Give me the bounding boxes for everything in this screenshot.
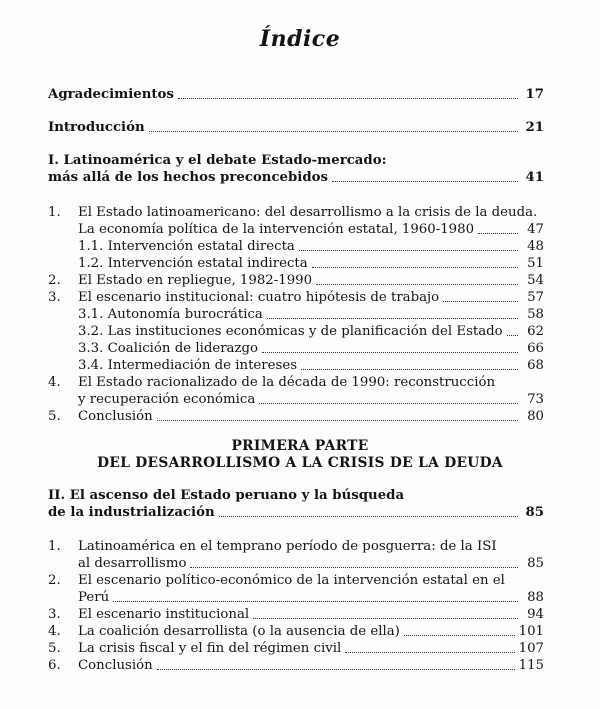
leader-dots (253, 618, 518, 619)
leader-dots (157, 420, 518, 421)
item-number: 5. (48, 641, 61, 656)
toc-entry-label: El Estado en repliegue, 1982-1990 (78, 273, 313, 288)
toc-entry[interactable] (78, 391, 544, 408)
item-number: 5. (48, 409, 61, 424)
toc-entry-label: El escenario institucional (78, 607, 250, 622)
toc-entry-label: y recuperación económica (78, 392, 256, 407)
leader-dots (345, 652, 514, 653)
toc-entry-label: 3.1. Autonomía burocrática (78, 307, 263, 322)
leader-dots (404, 635, 515, 636)
toc-entry[interactable] (78, 306, 544, 323)
leader-dots (157, 669, 515, 670)
leader-dots (312, 267, 518, 268)
toc-entry[interactable] (48, 272, 544, 289)
toc-entry-introduccion[interactable] (48, 119, 544, 136)
chapter-heading: I. Latinoamérica y el debate Estado-mercado: (48, 153, 387, 168)
leader-dots (259, 403, 518, 404)
toc-entry-page: 58 (527, 307, 544, 322)
toc-entry-label: 3.3. Coalición de liderazgo (78, 341, 259, 356)
leader-dots (507, 335, 518, 336)
toc-entry-label: 3.4. Intermediación de intereses (78, 358, 298, 373)
toc-entry-label: 3.2. Las instituciones económicas y de planificación del Estado (78, 324, 503, 339)
toc-entry-label: Agradecimientos (48, 87, 174, 102)
toc-entry-page: 68 (527, 358, 544, 373)
toc-entry-agradecimientos[interactable] (48, 86, 544, 103)
toc-entry-page: 66 (527, 341, 544, 356)
leader-dots (267, 318, 518, 319)
toc-entry[interactable] (48, 408, 544, 425)
toc-entry-label: Conclusión (78, 409, 153, 424)
leader-dots (443, 301, 518, 302)
item-number: 2. (48, 273, 61, 288)
toc-entry-page: 48 (527, 239, 544, 254)
item-text: El escenario político-económico de la intervención estatal en el (78, 573, 505, 588)
toc-entry-label: de la industrialización (48, 505, 215, 520)
toc-entry-page: 115 (518, 658, 544, 673)
part-heading-line1: PRIMERA PARTE (231, 438, 369, 454)
toc-entry-label: Introducción (48, 120, 145, 135)
leader-dots (478, 233, 518, 234)
toc-entry[interactable] (48, 623, 544, 640)
toc-entry-page: 51 (527, 256, 544, 271)
item-number: 2. (48, 573, 61, 588)
toc-entry-label: más allá de los hechos preconcebidos (48, 170, 329, 185)
toc-entry-label: La economía política de la intervención estatal, 1960-1980 (78, 222, 475, 237)
toc-entry-chapter-1[interactable] (48, 169, 544, 186)
part-heading-line2: DEL DESARROLLISMO A LA CRISIS DE LA DEUDA (97, 455, 503, 471)
toc-entry-label: La coalición desarrollista (o la ausencia de ella) (78, 624, 400, 639)
leader-dots (149, 131, 518, 132)
toc-entry-page: 17 (525, 87, 544, 102)
toc-entry[interactable] (78, 238, 544, 255)
toc-entry[interactable] (48, 657, 544, 674)
toc-entry[interactable] (78, 589, 544, 606)
item-text: Latinoamérica en el temprano período de posguerra: de la ISI (78, 539, 497, 554)
toc-entry-label: Conclusión (78, 658, 153, 673)
leader-dots (178, 98, 518, 99)
leader-dots (316, 284, 518, 285)
toc-entry-page: 88 (527, 590, 544, 605)
toc-entry-page: 47 (527, 222, 544, 237)
toc-entry-line (48, 374, 544, 391)
item-number: 4. (48, 624, 61, 639)
toc-entry[interactable] (78, 255, 544, 272)
toc-entry[interactable] (78, 357, 544, 374)
toc-entry-page: 94 (527, 607, 544, 622)
item-text: El Estado latinoamericano: del desarrollismo a la crisis de la deuda. (78, 205, 538, 220)
toc-entry-page: 85 (525, 505, 544, 520)
toc-entry[interactable] (48, 640, 544, 657)
item-text: El Estado racionalizado de la década de 1990: reconstrucción (78, 375, 496, 390)
toc-entry-chapter-2[interactable] (48, 504, 544, 521)
leader-dots (262, 352, 518, 353)
chapter-heading: II. El ascenso del Estado peruano y la búsqueda (48, 488, 405, 503)
toc-entry-label: La crisis fiscal y el fin del régimen civil (78, 641, 342, 656)
toc-entry[interactable] (48, 606, 544, 623)
leader-dots (219, 516, 518, 517)
toc-entry-page: 21 (525, 120, 544, 135)
toc-entry-line (48, 572, 544, 589)
toc-entry-page: 85 (527, 556, 544, 571)
toc-entry[interactable] (78, 221, 544, 238)
item-number: 1. (48, 539, 61, 554)
toc-entry-page: 57 (527, 290, 544, 305)
toc-entry-label: 1.1. Intervención estatal directa (78, 239, 295, 254)
item-number: 3. (48, 290, 61, 305)
toc-entry-label: 1.2. Intervención estatal indirecta (78, 256, 308, 271)
page-title: Índice (259, 26, 341, 52)
item-number: 1. (48, 205, 61, 220)
leader-dots (301, 369, 518, 370)
toc-entry-page: 73 (527, 392, 544, 407)
toc-entry-page: 80 (527, 409, 544, 424)
toc-entry-page: 107 (518, 641, 544, 656)
item-number: 6. (48, 658, 61, 673)
toc-entry-label: al desarrollismo (78, 556, 187, 571)
toc-entry-page: 41 (525, 170, 544, 185)
toc-entry-label: El escenario institucional: cuatro hipótesis de trabajo (78, 290, 440, 305)
toc-entry-line (48, 538, 544, 555)
leader-dots (113, 601, 518, 602)
item-number: 3. (48, 607, 61, 622)
toc-entry-page: 101 (518, 624, 544, 639)
leader-dots (190, 567, 518, 568)
leader-dots (332, 181, 518, 182)
toc-entry-label: Perú (78, 590, 110, 605)
toc-entry[interactable] (78, 555, 544, 572)
toc-entry-page: 62 (527, 324, 544, 339)
leader-dots (299, 250, 518, 251)
toc-entry[interactable] (78, 340, 544, 357)
toc-entry-page: 54 (527, 273, 544, 288)
toc-entry[interactable] (48, 289, 544, 306)
item-number: 4. (48, 375, 61, 390)
toc-entry-line (48, 204, 544, 221)
toc-entry[interactable] (78, 323, 544, 340)
